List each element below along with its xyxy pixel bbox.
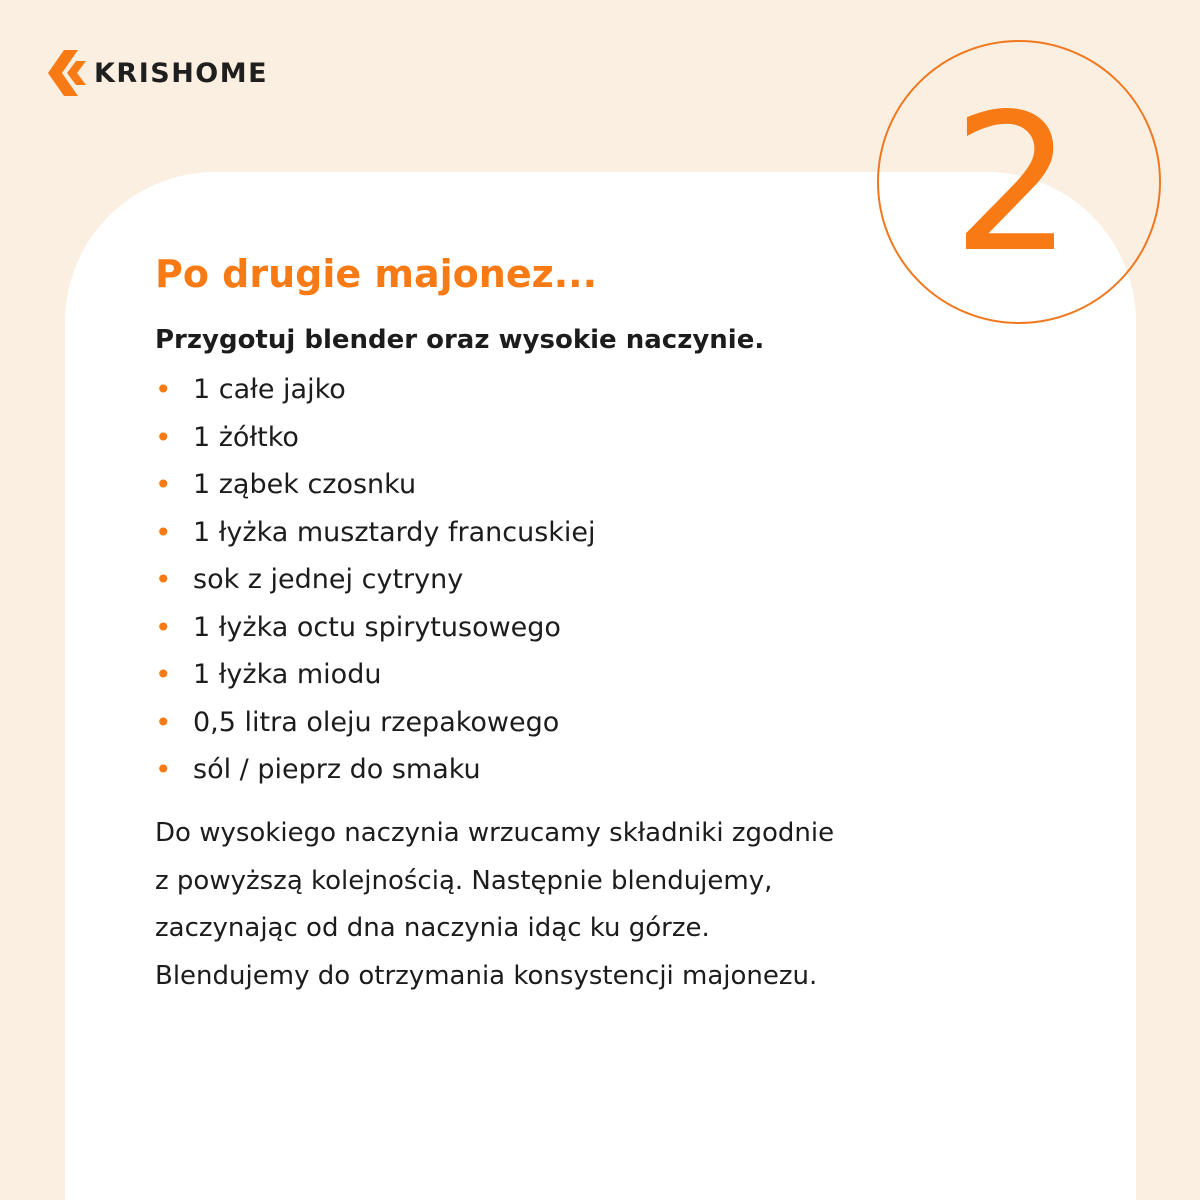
step-badge	[877, 40, 1161, 324]
bullet-dot: •	[155, 610, 172, 644]
list-item	[155, 461, 596, 509]
bullet-dot: •	[155, 705, 172, 739]
list-item	[155, 746, 596, 794]
list-item	[155, 366, 596, 414]
instruction-line: z powyższą kolejnością. Następnie blendujemy,	[155, 865, 773, 896]
step-number: 2	[952, 73, 1073, 294]
list-item	[155, 509, 596, 557]
ingredient-text: sok z jednej cytryny	[193, 564, 464, 595]
ingredient-text: 1 łyżka musztardy francuskiej	[193, 516, 596, 548]
ingredient-text: 0,5 litra oleju rzepakowego	[193, 706, 560, 738]
bullet-dot: •	[155, 658, 172, 691]
recipe-instructions	[155, 810, 1015, 1000]
bullet-dot: •	[155, 468, 172, 501]
instruction-line: Do wysokiego naczynia wrzucamy składniki zgodnie	[155, 818, 835, 848]
double-chevron-left-icon	[48, 48, 90, 98]
bullet-dot: •	[155, 753, 172, 786]
instruction-line: zaczynając od dna naczynia idąc ku górze.	[155, 913, 710, 943]
ingredient-text: 1 łyżka octu spirytusowego	[193, 611, 561, 643]
bullet-dot: •	[155, 420, 172, 454]
ingredient-list	[155, 366, 596, 794]
brand-logo	[48, 48, 268, 98]
list-item	[155, 699, 596, 747]
ingredient-text: 1 ząbek czosnku	[193, 469, 417, 500]
bullet-dot: •	[155, 515, 172, 549]
ingredient-text: 1 żółtko	[193, 421, 299, 453]
brand-name: KRISHOME	[94, 57, 269, 89]
recipe-title: Po drugie majonez...	[155, 252, 598, 296]
recipe-subtitle: Przygotuj blender oraz wysokie naczynie.	[155, 325, 765, 355]
bullet-dot: •	[155, 563, 172, 596]
ingredient-text: 1 łyżka miodu	[193, 659, 382, 690]
list-item	[155, 414, 596, 462]
ingredient-text: sól / pieprz do smaku	[193, 754, 481, 785]
list-item	[155, 556, 596, 604]
list-item	[155, 604, 596, 652]
list-item	[155, 651, 596, 699]
ingredient-text: 1 całe jajko	[193, 374, 346, 405]
instruction-line: Blendujemy do otrzymania konsystencji majonezu.	[155, 960, 818, 991]
bullet-dot: •	[155, 373, 172, 406]
